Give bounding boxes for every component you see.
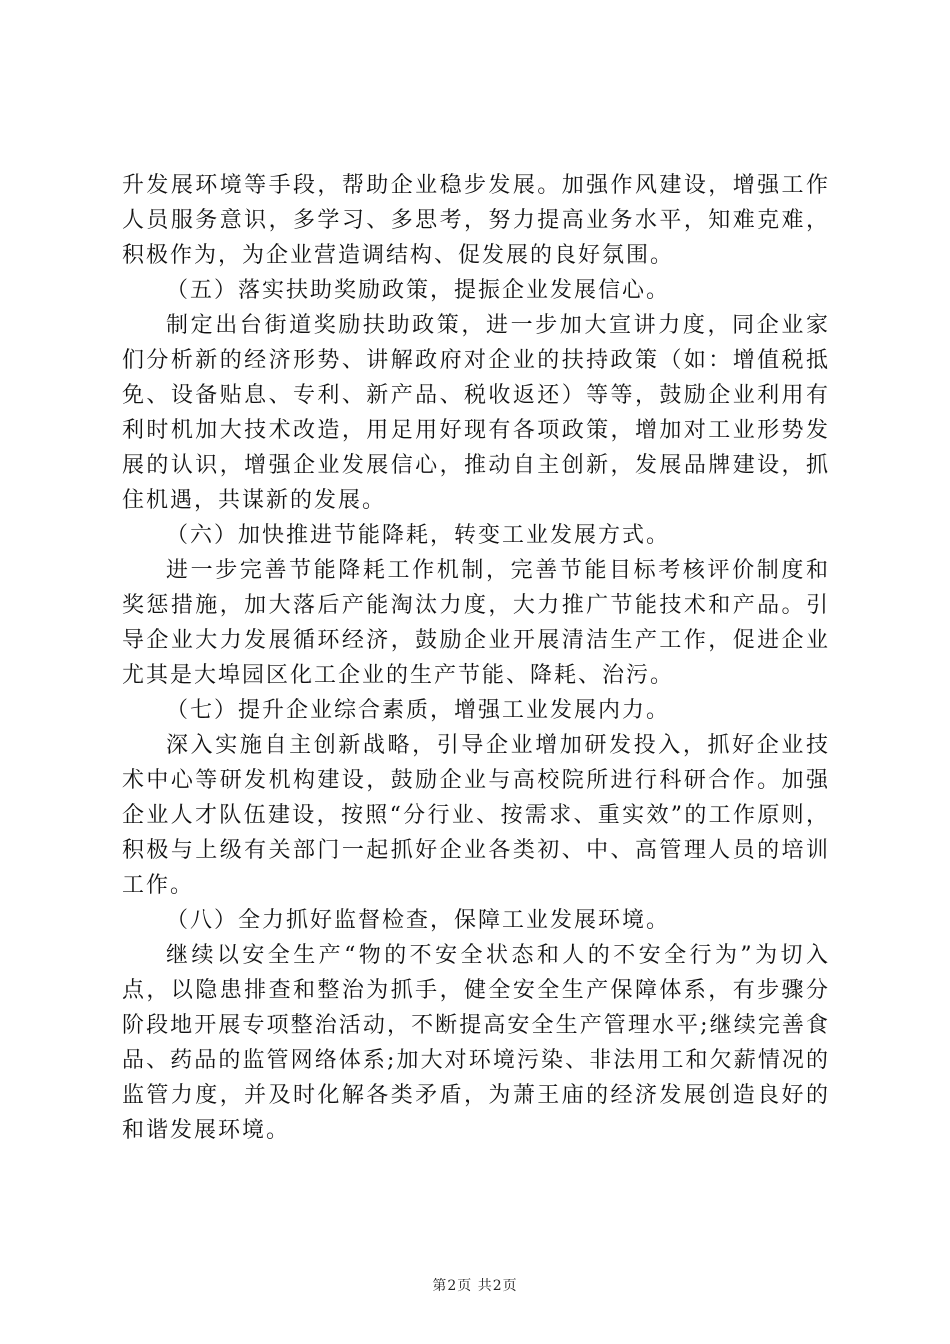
document-body (122, 168, 830, 1148)
paragraph-section-7: 深入实施自主创新战略，引导企业增加研发投入，抓好企业技术中心等研发机构建设，鼓励企业与高校院所进行科研合作。加强企业人才队伍建设，按照“分行业、按需求、重实效”的工作原则，积极与上级有关部门一起抓好企业各类初、中、高管理人员的培训工作。 (122, 733, 830, 898)
paragraph-section-5: 制定出台街道奖励扶助政策，进一步加大宣讲力度，同企业家们分析新的经济形势、讲解政府对企业的扶持政策（如：增值税抵免、设备贴息、专利、新产品、税收返还）等等，鼓励企业利用有利时机加大技术改造，用足用好现有各项政策，增加对工业形势发展的认识，增强企业发展信心，推动自主创新，发展品牌建设，抓住机遇，共谋新的发展。 (122, 313, 830, 513)
paragraph-section-8: 继续以安全生产“物的不安全状态和人的不安全行为”为切入点，以隐患排查和整治为抓手，健全安全生产保障体系，有步骤分阶段地开展专项整治活动，不断提高安全生产管理水平;继续完善食品、药品的监管网络体系;加大对环境污染、非法用工和欠薪情况的监管力度，并及时化解各类矛盾，为萧王庙的经济发展创造良好的和谐发展环境。 (122, 943, 830, 1143)
paragraph-continuation: 升发展环境等手段，帮助企业稳步发展。加强作风建设，增强工作人员服务意识，多学习、多思考，努力提高业务水平，知难克难，积极作为，为企业营造调结构、促发展的良好氛围。 (122, 173, 830, 268)
section-heading-5: （五）落实扶助奖励政策，提振企业发展信心。 (166, 278, 671, 303)
paragraph-section-6: 进一步完善节能降耗工作机制，完善节能目标考核评价制度和奖惩措施，加大落后产能淘汰力度，大力推广节能技术和产品。引导企业大力发展循环经济，鼓励企业开展清洁生产工作，促进企业尤其是大埠园区化工企业的生产节能、降耗、治污。 (122, 558, 830, 688)
section-heading-7: （七）提升企业综合素质，增强工业发展内力。 (166, 698, 671, 723)
page-footer: 第2页 共2页 (432, 1278, 518, 1294)
section-heading-8: （八）全力抓好监督检查，保障工业发展环境。 (166, 908, 671, 933)
section-heading-6: （六）加快推进节能降耗，转变工业发展方式。 (166, 523, 671, 548)
